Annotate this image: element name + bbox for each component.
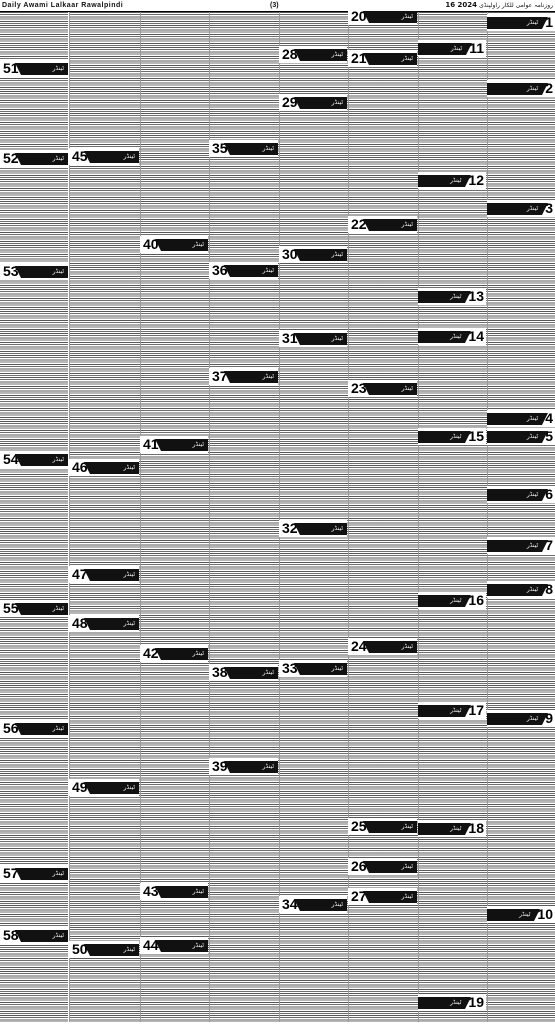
tender-tag: ٹینڈر bbox=[52, 154, 64, 162]
tender-tag: ٹینڈر bbox=[526, 541, 539, 549]
tender-header-49 bbox=[69, 779, 139, 796]
tender-header-56 bbox=[0, 720, 68, 737]
tender-banner bbox=[21, 63, 68, 75]
tender-tag: ٹینڈر bbox=[450, 824, 462, 832]
tender-banner bbox=[487, 713, 542, 725]
tender-banner bbox=[487, 17, 542, 29]
tender-tag: ٹینڈر bbox=[450, 596, 462, 604]
tender-banner bbox=[90, 462, 139, 474]
tender-banner bbox=[418, 431, 465, 443]
tender-header-20 bbox=[348, 8, 417, 25]
tender-header-11 bbox=[418, 40, 486, 57]
tender-number: 2 bbox=[542, 80, 555, 97]
tender-banner bbox=[230, 761, 278, 773]
tender-banner bbox=[300, 249, 347, 261]
tender-tag: ٹینڈر bbox=[52, 869, 64, 877]
tender-number: 30 bbox=[279, 246, 300, 263]
tender-header-45 bbox=[69, 148, 139, 165]
issue-date: 16 2024 bbox=[445, 1, 477, 9]
tender-number: 32 bbox=[279, 520, 300, 537]
tender-number: 29 bbox=[279, 94, 300, 111]
tender-number: 15 bbox=[465, 428, 486, 445]
tender-tag: ٹینڈر bbox=[401, 220, 413, 228]
tender-header-32 bbox=[279, 520, 347, 537]
tender-tag: ٹینڈر bbox=[262, 762, 274, 770]
tender-banner bbox=[161, 648, 208, 660]
tender-header-41 bbox=[140, 436, 208, 453]
tender-number: 31 bbox=[279, 330, 300, 347]
tender-number: 22 bbox=[348, 216, 369, 233]
tender-header-57 bbox=[0, 865, 68, 882]
tender-tag: ٹینڈر bbox=[450, 44, 463, 52]
tender-banner bbox=[300, 523, 347, 535]
tender-header-36 bbox=[209, 262, 278, 279]
tender-tag: ٹینڈر bbox=[52, 604, 64, 612]
tender-banner bbox=[487, 540, 542, 552]
tender-banner bbox=[300, 899, 347, 911]
tender-banner bbox=[161, 239, 208, 251]
tender-tag: ٹینڈر bbox=[262, 668, 274, 676]
tender-banner bbox=[418, 823, 465, 835]
tender-header-33 bbox=[279, 660, 347, 677]
tender-header-12 bbox=[418, 172, 486, 189]
tender-header-21 bbox=[348, 50, 417, 67]
tender-tag: ٹینڈر bbox=[401, 54, 413, 62]
tender-number: 48 bbox=[69, 615, 90, 632]
tender-number: 33 bbox=[279, 660, 300, 677]
tender-number: 53 bbox=[0, 263, 21, 280]
tender-number: 37 bbox=[209, 368, 230, 385]
tender-banner bbox=[487, 431, 542, 443]
tender-number: 38 bbox=[209, 664, 230, 681]
tender-tag: ٹینڈر bbox=[123, 619, 135, 627]
tender-banner bbox=[90, 944, 139, 956]
tender-number: 13 bbox=[465, 288, 486, 305]
tender-number: 7 bbox=[542, 537, 555, 554]
tender-tag: ٹینڈر bbox=[331, 250, 343, 258]
tender-tag: ٹینڈر bbox=[192, 887, 204, 895]
tender-banner bbox=[369, 891, 417, 903]
tender-header-58 bbox=[0, 927, 68, 944]
tender-tag: ٹینڈر bbox=[331, 900, 343, 908]
tender-tag: ٹینڈر bbox=[52, 931, 64, 939]
tender-banner bbox=[369, 383, 417, 395]
tender-banner bbox=[21, 454, 68, 466]
tender-tag: ٹینڈر bbox=[526, 414, 539, 422]
tender-banner bbox=[230, 371, 278, 383]
tender-header-14 bbox=[418, 328, 486, 345]
tender-tag: ٹینڈر bbox=[52, 455, 64, 463]
tender-banner bbox=[300, 97, 347, 109]
tender-number: 21 bbox=[348, 50, 369, 67]
tender-header-10 bbox=[487, 906, 555, 923]
tender-header-34 bbox=[279, 896, 347, 913]
tender-number: 43 bbox=[140, 883, 161, 900]
tender-tag: ٹینڈر bbox=[123, 570, 135, 578]
tender-tag: ٹینڈر bbox=[450, 332, 462, 340]
tender-tag: ٹینڈر bbox=[450, 998, 462, 1006]
tender-banner bbox=[90, 151, 139, 163]
tender-tag: ٹینڈر bbox=[526, 84, 539, 92]
tender-header-54 bbox=[0, 451, 68, 468]
tender-number: 17 bbox=[465, 702, 486, 719]
tender-header-9 bbox=[487, 710, 555, 727]
tender-number: 14 bbox=[465, 328, 486, 345]
tender-tag: ٹینڈر bbox=[401, 642, 413, 650]
tender-tag: ٹینڈر bbox=[262, 144, 274, 152]
tender-number: 49 bbox=[69, 779, 90, 796]
tender-banner bbox=[230, 265, 278, 277]
tender-banner bbox=[418, 595, 465, 607]
tender-number: 52 bbox=[0, 150, 21, 167]
tender-header-44 bbox=[140, 937, 208, 954]
column-text bbox=[419, 12, 487, 1022]
tender-header-15 bbox=[418, 428, 486, 445]
tender-tag: ٹینڈر bbox=[526, 714, 539, 722]
tender-number: 18 bbox=[465, 820, 486, 837]
tender-header-23 bbox=[348, 380, 417, 397]
tender-tag: ٹینڈر bbox=[123, 152, 135, 160]
tender-header-30 bbox=[279, 246, 347, 263]
tender-banner bbox=[487, 584, 542, 596]
masthead bbox=[0, 0, 555, 12]
tender-banner bbox=[418, 331, 465, 343]
tender-banner bbox=[90, 569, 139, 581]
tender-header-52 bbox=[0, 150, 68, 167]
tender-header-22 bbox=[348, 216, 417, 233]
tender-header-37 bbox=[209, 368, 278, 385]
tender-banner bbox=[21, 153, 68, 165]
tender-tag: ٹینڈر bbox=[519, 910, 531, 918]
tender-banner bbox=[230, 667, 278, 679]
tender-number: 58 bbox=[0, 927, 21, 944]
tender-number: 40 bbox=[140, 236, 161, 253]
tender-banner bbox=[21, 603, 68, 615]
tender-tag: ٹینڈر bbox=[401, 822, 413, 830]
tender-tag: ٹینڈر bbox=[450, 176, 462, 184]
tender-number: 47 bbox=[69, 566, 90, 583]
tender-tag: ٹینڈر bbox=[192, 240, 204, 248]
tender-header-8 bbox=[487, 581, 555, 598]
tender-banner bbox=[418, 175, 465, 187]
tender-number: 34 bbox=[279, 896, 300, 913]
tender-tag: ٹینڈر bbox=[262, 266, 274, 274]
tender-tag: ٹینڈر bbox=[401, 862, 413, 870]
tender-header-40 bbox=[140, 236, 208, 253]
tender-number: 50 bbox=[69, 941, 90, 958]
tender-header-47 bbox=[69, 566, 139, 583]
tender-tag: ٹینڈر bbox=[526, 432, 539, 440]
tender-header-48 bbox=[69, 615, 139, 632]
tender-tag: ٹینڈر bbox=[450, 706, 462, 714]
tender-header-16 bbox=[418, 592, 486, 609]
tender-header-26 bbox=[348, 858, 417, 875]
tender-number: 51 bbox=[0, 60, 21, 77]
tender-number: 3 bbox=[542, 200, 555, 217]
tender-number: 28 bbox=[279, 46, 300, 63]
tender-banner bbox=[90, 618, 139, 630]
tender-tag: ٹینڈر bbox=[192, 941, 204, 949]
tender-header-55 bbox=[0, 600, 68, 617]
tender-number: 1 bbox=[542, 14, 555, 31]
tender-header-53 bbox=[0, 263, 68, 280]
tender-header-42 bbox=[140, 645, 208, 662]
tender-tag: ٹینڈر bbox=[331, 664, 343, 672]
tender-tag: ٹینڈر bbox=[450, 432, 462, 440]
tender-number: 9 bbox=[542, 710, 555, 727]
tender-tag: ٹینڈر bbox=[123, 463, 135, 471]
column-text bbox=[280, 12, 348, 1022]
tender-tag: ٹینڈر bbox=[192, 649, 204, 657]
tender-tag: ٹینڈر bbox=[331, 98, 343, 106]
tender-banner bbox=[21, 723, 68, 735]
tender-banner bbox=[161, 940, 208, 952]
tender-banner bbox=[161, 886, 208, 898]
tender-banner bbox=[90, 782, 139, 794]
tender-number: 16 bbox=[465, 592, 486, 609]
tender-header-6 bbox=[487, 486, 555, 503]
tender-banner bbox=[418, 291, 465, 303]
tender-header-7 bbox=[487, 537, 555, 554]
tender-tag: ٹینڈر bbox=[401, 12, 413, 20]
tender-banner bbox=[21, 930, 68, 942]
tender-banner bbox=[487, 413, 542, 425]
tender-banner bbox=[161, 439, 208, 451]
tender-number: 5 bbox=[542, 428, 555, 445]
tender-number: 42 bbox=[140, 645, 161, 662]
tender-number: 46 bbox=[69, 459, 90, 476]
tender-banner bbox=[369, 821, 417, 833]
column-text bbox=[488, 12, 555, 1022]
tender-header-50 bbox=[69, 941, 139, 958]
tender-banner bbox=[300, 663, 347, 675]
tender-banner bbox=[230, 143, 278, 155]
paper-name: Daily Awami Lalkaar Rawalpindi bbox=[2, 2, 124, 9]
tender-banner bbox=[487, 83, 542, 95]
tender-banner bbox=[418, 705, 465, 717]
tender-header-29 bbox=[279, 94, 347, 111]
tender-header-2 bbox=[487, 80, 555, 97]
tender-header-35 bbox=[209, 140, 278, 157]
tender-header-51 bbox=[0, 60, 68, 77]
tender-tag: ٹینڈر bbox=[123, 783, 135, 791]
tender-number: 45 bbox=[69, 148, 90, 165]
tender-header-39 bbox=[209, 758, 278, 775]
column-3 bbox=[140, 12, 209, 1022]
tender-number: 23 bbox=[348, 380, 369, 397]
tender-banner bbox=[369, 53, 417, 65]
tender-tag: ٹینڈر bbox=[331, 50, 343, 58]
tender-tag: ٹینڈر bbox=[123, 945, 135, 953]
tender-tag: ٹینڈر bbox=[52, 267, 64, 275]
tender-number: 6 bbox=[542, 486, 555, 503]
tender-banner bbox=[369, 11, 417, 23]
tender-header-27 bbox=[348, 888, 417, 905]
tender-tag: ٹینڈر bbox=[401, 384, 413, 392]
tender-number: 25 bbox=[348, 818, 369, 835]
tender-number: 11 bbox=[466, 40, 486, 57]
tender-tag: ٹینڈر bbox=[331, 334, 343, 342]
tender-header-18 bbox=[418, 820, 486, 837]
column-text bbox=[141, 12, 209, 1022]
tender-header-5 bbox=[487, 428, 555, 445]
tender-tag: ٹینڈر bbox=[192, 440, 204, 448]
tender-number: 24 bbox=[348, 638, 369, 655]
tender-banner bbox=[21, 868, 68, 880]
tender-number: 57 bbox=[0, 865, 21, 882]
tender-number: 44 bbox=[140, 937, 161, 954]
tender-number: 19 bbox=[465, 994, 486, 1011]
tender-banner bbox=[418, 997, 465, 1009]
tender-number: 27 bbox=[348, 888, 369, 905]
tender-tag: ٹینڈر bbox=[526, 490, 539, 498]
tender-header-46 bbox=[69, 459, 139, 476]
tender-header-13 bbox=[418, 288, 486, 305]
tender-tag: ٹینڈر bbox=[52, 724, 64, 732]
tender-number: 41 bbox=[140, 436, 161, 453]
tender-header-31 bbox=[279, 330, 347, 347]
tender-header-25 bbox=[348, 818, 417, 835]
tender-banner bbox=[369, 861, 417, 873]
column-8 bbox=[487, 12, 555, 1022]
page-number: (3) bbox=[270, 2, 279, 9]
tender-tag: ٹینڈر bbox=[331, 524, 343, 532]
tender-number: 8 bbox=[542, 581, 555, 598]
tender-banner bbox=[487, 203, 542, 215]
tender-tag: ٹینڈر bbox=[450, 292, 462, 300]
tender-banner bbox=[300, 333, 347, 345]
tender-number: 36 bbox=[209, 262, 230, 279]
tender-header-4 bbox=[487, 410, 555, 427]
tender-banner bbox=[487, 909, 534, 921]
tender-number: 35 bbox=[209, 140, 230, 157]
tender-header-28 bbox=[279, 46, 347, 63]
tender-tag: ٹینڈر bbox=[526, 18, 539, 26]
tender-banner bbox=[369, 641, 417, 653]
tender-number: 56 bbox=[0, 720, 21, 737]
column-4 bbox=[209, 12, 279, 1022]
tender-number: 10 bbox=[534, 906, 555, 923]
tender-number: 55 bbox=[0, 600, 21, 617]
tender-number: 12 bbox=[465, 172, 486, 189]
tender-tag: ٹینڈر bbox=[401, 892, 413, 900]
tender-header-1 bbox=[487, 14, 555, 31]
tender-header-24 bbox=[348, 638, 417, 655]
tender-tag: ٹینڈر bbox=[262, 372, 274, 380]
tender-header-43 bbox=[140, 883, 208, 900]
tender-banner bbox=[21, 266, 68, 278]
tender-number: 39 bbox=[209, 758, 230, 775]
tender-header-17 bbox=[418, 702, 486, 719]
tender-number: 4 bbox=[542, 410, 555, 427]
tender-number: 20 bbox=[348, 8, 369, 25]
tender-header-19 bbox=[418, 994, 486, 1011]
column-5 bbox=[279, 12, 348, 1022]
column-text bbox=[210, 12, 279, 1022]
tender-tag: ٹینڈر bbox=[526, 204, 539, 212]
tender-header-38 bbox=[209, 664, 278, 681]
column-7 bbox=[418, 12, 487, 1022]
tender-banner bbox=[300, 49, 347, 61]
tender-banner bbox=[487, 489, 542, 501]
tender-number: 54 bbox=[0, 451, 21, 468]
tender-tag: ٹینڈر bbox=[526, 585, 539, 593]
tender-banner bbox=[369, 219, 417, 231]
tender-tag: ٹینڈر bbox=[52, 64, 64, 72]
tender-header-3 bbox=[487, 200, 555, 217]
tender-number: 26 bbox=[348, 858, 369, 875]
tender-banner bbox=[418, 43, 466, 55]
publisher-name: روزنامہ عوامی للکار راولپنڈی bbox=[479, 2, 553, 9]
